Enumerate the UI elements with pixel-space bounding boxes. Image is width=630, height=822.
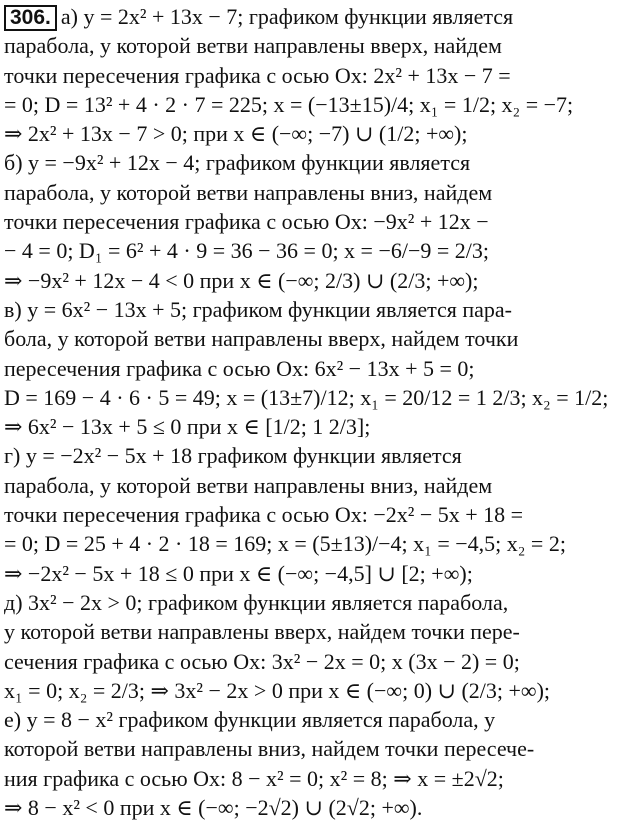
text-line: которой ветви направлены вниз, найдем точки пересече- [4,736,535,762]
text-line: x₁ = 0; x₂ = 2/3; ⇒ 3x² − 2x > 0 при x ∈ (−∞; 0) ∪ (2/3; +∞); [4,677,551,703]
text-line: ⇒ 6x² − 13x + 5 ≤ 0 при x ∈ [1/2; 1 2/3]; [4,414,371,440]
text-line: е) y = 8 − x² графиком функции является парабола, у [4,707,496,733]
text-line: сечения графика с осью Ox: 3x² − 2x = 0; x (3x − 2) = 0; [4,648,520,674]
text-line: г) y = −2x² − 5x + 18 графиком функции является [4,443,462,469]
text-line: ния графика с осью Ox: 8 − x² = 0; x² = 8; ⇒ x = ±2√2; [4,765,504,791]
text-line: точки пересечения графика с осью Ox: −2x² − 5x + 18 = [4,502,524,528]
text-line: D = 169 − 4 · 6 · 5 = 49; x = (13±7)/12; x₁ = 20/12 = 1 2/3; x₂ = 1/2; [4,384,609,410]
text-line: − 4 = 0; D₁ = 6² + 4 · 9 = 36 − 36 = 0; x = −6/−9 = 2/3; [4,238,490,264]
text-line: парабола, у которой ветви направлены вниз, найдем [4,472,493,498]
text-line: в) y = 6x² − 13x + 5; графиком функции является пара- [4,296,512,322]
text-line: ⇒ −9x² + 12x − 4 < 0 при x ∈ (−∞; 2/3) ∪ (2/3; +∞); [4,267,479,293]
text-line: = 0; D = 25 + 4 · 2 · 18 = 169; x = (5±13)/−4; x₁ = −4,5; x₂ = 2; [4,531,566,557]
text-line: парабола, у которой ветви направлены вниз, найдем [4,179,493,205]
problem-number-badge: 306. [4,5,57,31]
text-line: д) 3x² − 2x > 0; графиком функции является парабола, [4,589,509,615]
text-line: пересечения графика с осью Ox: 6x² − 13x + 5 = 0; [4,355,475,381]
text-line: = 0; D = 13² + 4 · 2 · 7 = 225; x = (−13±15)/4; x₁ = 1/2; x₂ = −7; [4,91,574,117]
text-line: у которой ветви направлены вверх, найдем точки пере- [4,619,520,645]
text-line: бола, у которой ветви направлены вверх, найдем точки [4,326,519,352]
text-line: ⇒ 8 − x² < 0 при x ∈ (−∞; −2√2) ∪ (2√2; +∞). [4,795,423,821]
line-text: а) y = 2x² + 13x − 7; графиком функции является [60,4,514,29]
text-line: ⇒ −2x² − 5x + 18 ≤ 0 при x ∈ (−∞; −4,5] ∪ [2; +∞); [4,560,473,586]
text-line: б) y = −9x² + 12x − 4; графиком функции является [4,150,471,176]
text-line: ⇒ 2x² + 13x − 7 > 0; при x ∈ (−∞; −7) ∪ (1/2; +∞); [4,121,468,147]
text-line: парабола, у которой ветви направлены вверх, найдем [4,33,502,59]
text-line [4,2,624,31]
text-line: точки пересечения графика с осью Ox: 2x² + 13x − 7 = [4,62,511,88]
text-line: точки пересечения графика с осью Ox: −9x² + 12x − [4,209,489,235]
